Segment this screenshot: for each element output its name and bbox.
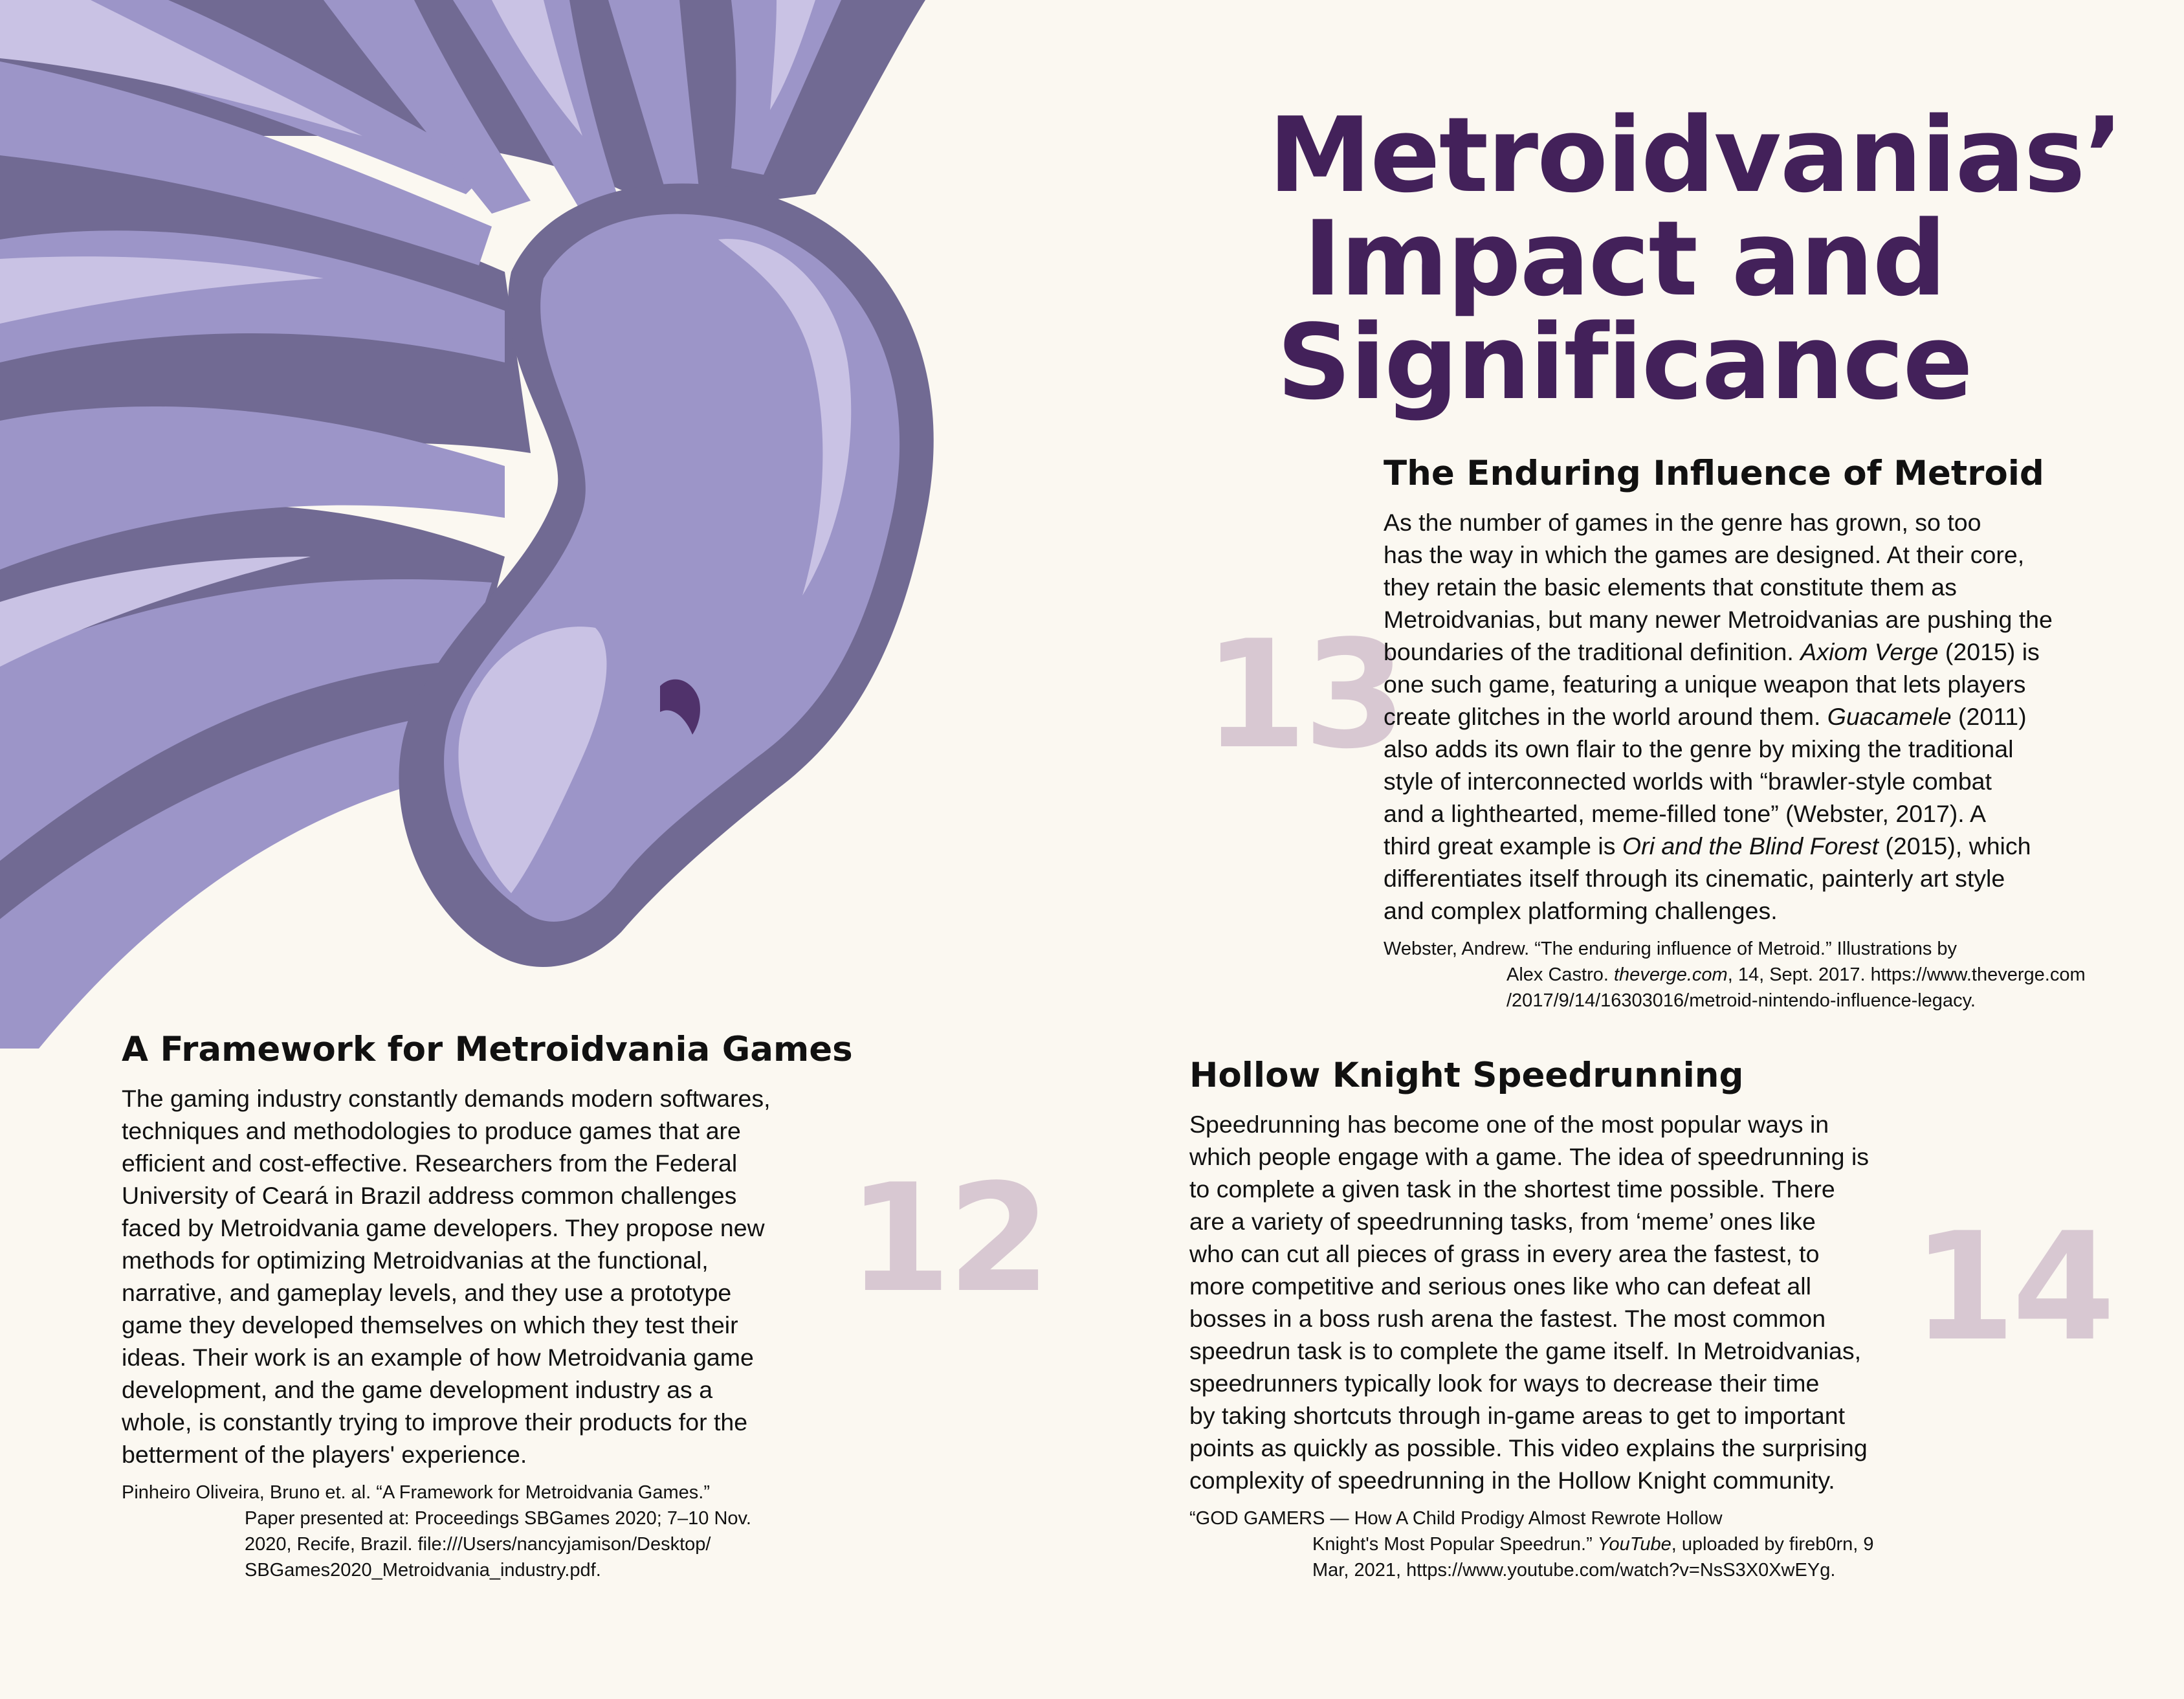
citation-text: , 14, Sept. 2017. https://www.theverge.com [1727, 964, 2086, 985]
creature-head-icon [0, 0, 934, 1049]
body-line: game they developed themselves on which they test their [122, 1311, 738, 1338]
body-text: create glitches in the world around them. [1384, 703, 1827, 730]
game-title: Ori and the Blind Forest [1622, 832, 1879, 860]
section-body [122, 1082, 853, 1471]
body-line: whole, is constantly trying to improve their products for the [122, 1408, 748, 1436]
body-line: speedrun task is to complete the game itself. In Metroidvanias, [1189, 1337, 1862, 1364]
section-speedrunning [1189, 1055, 1874, 1583]
body-line: and a lighthearted, meme-filled tone” (Webster, 2017). A [1384, 800, 1987, 827]
body-line: who can cut all pieces of grass in every area the fastest, to [1189, 1240, 1820, 1267]
body-text: (2015) is [1938, 638, 2040, 665]
body-line: has the way in which the games are designed. At their core, [1384, 541, 2025, 568]
citation [1384, 936, 2086, 1014]
body-line: Speedrunning has become one of the most popular ways in [1189, 1111, 1829, 1138]
citation-line: Paper presented at: Proceedings SBGames 2020; 7–10 Nov. [245, 1508, 751, 1529]
body-line: more competitive and serious ones like who can defeat all [1189, 1272, 1811, 1300]
section-number-14: 14 [1912, 1201, 2112, 1374]
citation-source: YouTube [1597, 1534, 1671, 1555]
section-framework [122, 1029, 853, 1583]
page-title [1268, 94, 2123, 423]
body-line: ideas. Their work is an example of how Metroidvania game [122, 1344, 754, 1371]
citation-source: theverge.com [1614, 964, 1728, 985]
body-line: University of Ceará in Brazil address common challenges [122, 1182, 737, 1209]
section-heading: A Framework for Metroidvania Games [122, 1030, 853, 1069]
citation-line: 2020, Recife, Brazil. file:///Users/nancyjamison/Desktop/ [245, 1534, 711, 1555]
citation-line: Pinheiro Oliveira, Bruno et. al. “A Framework for Metroidvania Games.” [122, 1482, 710, 1503]
game-title: Axiom Verge [1800, 638, 1939, 665]
game-title: Guacamele [1827, 703, 1952, 730]
body-line: also adds its own flair to the genre by mixing the traditional [1384, 735, 2014, 762]
body-line: bosses in a boss rush arena the fastest. The most common [1189, 1305, 1826, 1332]
body-line: they retain the basic elements that constitute them as [1384, 573, 1957, 601]
body-text: (2015), which [1878, 832, 2031, 860]
body-line: The gaming industry constantly demands modern softwares, [122, 1085, 771, 1112]
body-line: complexity of speedrunning in the Hollow Knight community. [1189, 1467, 1835, 1494]
section-heading: Hollow Knight Speedrunning [1189, 1056, 1744, 1095]
citation-line: “GOD GAMERS — How A Child Prodigy Almost Rewrote Hollow [1189, 1508, 1723, 1529]
body-line: Metroidvanias, but many newer Metroidvanias are pushing the [1384, 606, 2053, 633]
creature-illustration [0, 0, 951, 1049]
body-line: are a variety of speedrunning tasks, from ‘meme’ ones like [1189, 1208, 1816, 1235]
citation-line: Mar, 2021, https://www.youtube.com/watch?v=NsS3X0XwEYg. [1312, 1560, 1836, 1581]
body-line: development, and the game development industry as a [122, 1376, 713, 1403]
citation-line [1251, 1531, 1874, 1557]
body-line: betterment of the players' experience. [122, 1441, 527, 1468]
body-line: style of interconnected worlds with “brawler-style combat [1384, 768, 1992, 795]
body-line: and complex platforming challenges. [1384, 897, 1778, 924]
page-title-line-1: Metroidvanias’ [1268, 94, 2123, 216]
citation [122, 1480, 853, 1583]
citation [1189, 1505, 1874, 1583]
body-line: faced by Metroidvania game developers. They propose new [122, 1214, 765, 1241]
section-body [1384, 506, 2086, 927]
body-line: to complete a given task in the shortest time possible. There [1189, 1175, 1835, 1203]
citation-text: Alex Castro. [1506, 964, 1614, 985]
body-line [1384, 636, 2086, 668]
section-number-13: 13 [1204, 609, 1404, 782]
body-text: third great example is [1384, 832, 1622, 860]
citation-line: /2017/9/14/16303016/metroid-nintendo-influence-legacy. [1506, 990, 1976, 1011]
citation-line: SBGames2020_Metroidvania_industry.pdf. [245, 1560, 601, 1581]
citation-line [1445, 962, 2086, 988]
body-line: efficient and cost-effective. Researchers from the Federal [122, 1149, 738, 1177]
body-line: techniques and methodologies to produce games that are [122, 1117, 741, 1144]
section-influence [1384, 453, 2086, 1014]
body-line: narrative, and gameplay levels, and they use a prototype [122, 1279, 732, 1306]
page-title-line-3: Significance [1277, 302, 1972, 423]
citation-text: Knight's Most Popular Speedrun.” [1312, 1534, 1598, 1555]
body-line: one such game, featuring a unique weapon that lets players [1384, 671, 2026, 698]
body-line [1384, 830, 2086, 862]
section-number-12: 12 [848, 1153, 1048, 1326]
body-text: boundaries of the traditional definition. [1384, 638, 1801, 665]
body-text: (2011) [1951, 703, 2027, 730]
section-body [1189, 1108, 1874, 1496]
body-line: points as quickly as possible. This video explains the surprising [1189, 1434, 1868, 1461]
body-line: differentiates itself through its cinematic, painterly art style [1384, 865, 2005, 892]
page-title-line-2: Impact and [1303, 198, 1946, 319]
body-line: As the number of games in the genre has grown, so too [1384, 509, 1981, 536]
citation-text: , uploaded by fireb0rn, 9 [1671, 1534, 1874, 1555]
body-line: methods for optimizing Metroidvanias at the functional, [122, 1247, 709, 1274]
body-line: by taking shortcuts through in-game areas to get to important [1189, 1402, 1846, 1429]
section-heading: The Enduring Influence of Metroid [1384, 454, 2044, 493]
body-line: speedrunners typically look for ways to decrease their time [1189, 1370, 1820, 1397]
body-line: which people engage with a game. The idea of speedrunning is [1189, 1143, 1870, 1170]
citation-line: Webster, Andrew. “The enduring influence of Metroid.” Illustrations by [1384, 938, 1958, 959]
body-line [1384, 700, 2086, 733]
